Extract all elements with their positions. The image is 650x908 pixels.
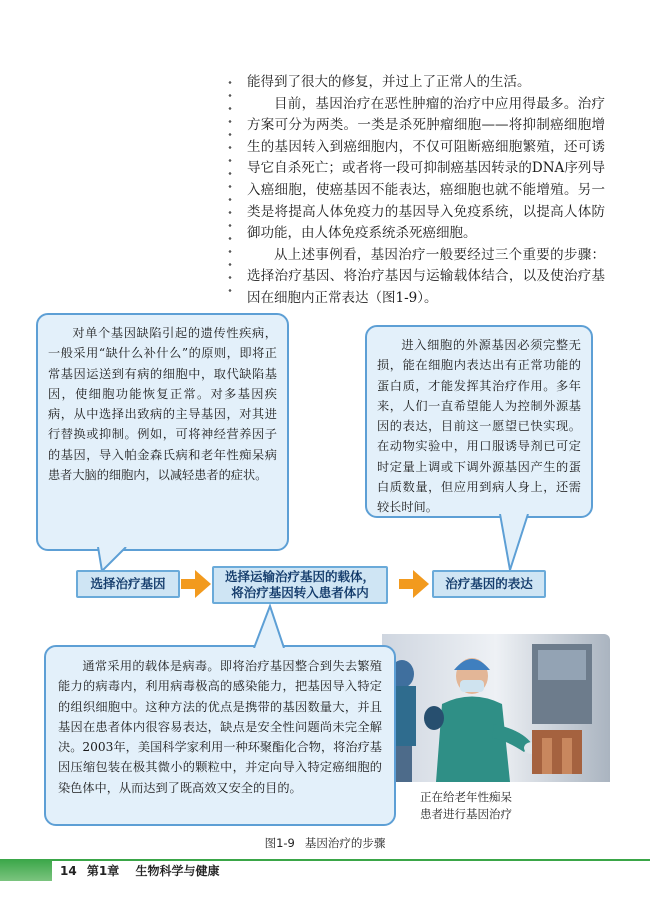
- flow-step-vector-line1: 选择运输治疗基因的载体，: [224, 569, 375, 584]
- callout-expression: [365, 325, 593, 518]
- footer-text: [60, 862, 225, 879]
- page-footer: [0, 859, 650, 883]
- dotted-margin-rule: [228, 76, 232, 301]
- chapter-title: 生物科学与健康: [135, 864, 220, 878]
- footer-tab: [0, 859, 52, 881]
- surgery-photo: [382, 634, 610, 782]
- flow-step-select-gene-label: 选择治疗基因: [90, 576, 166, 591]
- flow-step-expression-label: 治疗基因的表达: [445, 576, 533, 591]
- photo-caption-line2: 患者进行基因治疗: [420, 807, 512, 821]
- callout-vector: [44, 645, 396, 826]
- callout-expression-pointer: [496, 514, 536, 572]
- body-paragraph-3: 从上述事例看，基因治疗一般要经过三个重要的步骤：选择治疗基因、将治疗基因与运输载体结合，以及使治疗基因在细胞内正常表达（图1-9）。: [247, 246, 605, 306]
- page-number: 14: [60, 864, 77, 878]
- body-paragraph-2: 目前，基因治疗在恶性肿瘤的治疗中应用得最多。治疗方案可分为两类。一类是杀死肿瘤细胞——将抑制癌细胞增生的基因转入到癌细胞内，不仅可阻断癌细胞繁殖，还可诱导它自杀死亡；或者将一段可抑制癌基因转录的DNA序列导入癌细胞，使癌基因不能表达，癌细胞也就不能增殖。另一类是将提高人体免疫力的基因导入免疫系统，以提高人体防御功能，由人体免疫系统杀死癌细胞。: [247, 95, 605, 242]
- figure-number: 图1-9: [264, 836, 295, 850]
- callout-vector-pointer: [250, 604, 290, 648]
- flow-step-expression: [432, 570, 546, 598]
- figure-title: 基因治疗的步骤: [304, 836, 386, 850]
- photo-caption: [420, 789, 512, 823]
- callout-expression-text: 进入细胞的外源基因必须完整无损，能在细胞内表达出有正常功能的蛋白质，才能发挥其治疗作用。多年来，人们一直希望能人为控制外源基因的表达，目前这一愿望已快实现。在动物实验中，用口服诱导剂已可定时定量上调或下调外源基因产生的蛋白质数量，但应用到病人身上，还需较长时间。: [377, 338, 581, 515]
- footer-rule: [0, 859, 650, 861]
- callout-select-gene: [36, 313, 289, 551]
- flow-step-select-gene: [76, 570, 180, 598]
- flow-step-vector-line2: 将治疗基因转入患者体内: [231, 585, 369, 600]
- flow-step-vector: [212, 566, 388, 604]
- flow-arrow-2: [413, 570, 429, 598]
- flow-arrow-1: [195, 570, 211, 598]
- callout-select-gene-text: 对单个基因缺陷引起的遗传性疾病，一般采用“缺什么补什么”的原则，即将正常基因运送到有病的细胞中，取代缺陷基因，使细胞功能恢复正常。对多基因疾病，从中选择出致病的主导基因，对其进行替换或抑制。例如，可将神经营养因子的基因，导入帕金森氏病和老年性痴呆病患者大脑的细胞内，以减轻患者的症状。: [48, 326, 277, 483]
- callout-vector-text: 通常采用的载体是病毒。即将治疗基因整合到失去繁殖能力的病毒内，利用病毒极高的感染能力，把基因导入特定的组织细胞中。这种方法的优点是携带的基因数量大，并且基因在患者体内很容易表达，缺点是安全性问题尚未完全解决。2003年，美国科学家利用一种环聚酯化合物，将治疗基因压缩包装在极其微小的颗粒中，并定向导入特定癌细胞的染色体中，从而达到了既高效又安全的目的。: [58, 659, 382, 795]
- photo-caption-line1: 正在给老年性痴呆: [420, 790, 512, 804]
- body-paragraph-1: 能得到了很大的修复，并过上了正常人的生活。: [247, 74, 531, 90]
- body-text: [247, 72, 605, 310]
- figure-caption: [0, 835, 650, 851]
- chapter-label: 第1章: [86, 864, 120, 878]
